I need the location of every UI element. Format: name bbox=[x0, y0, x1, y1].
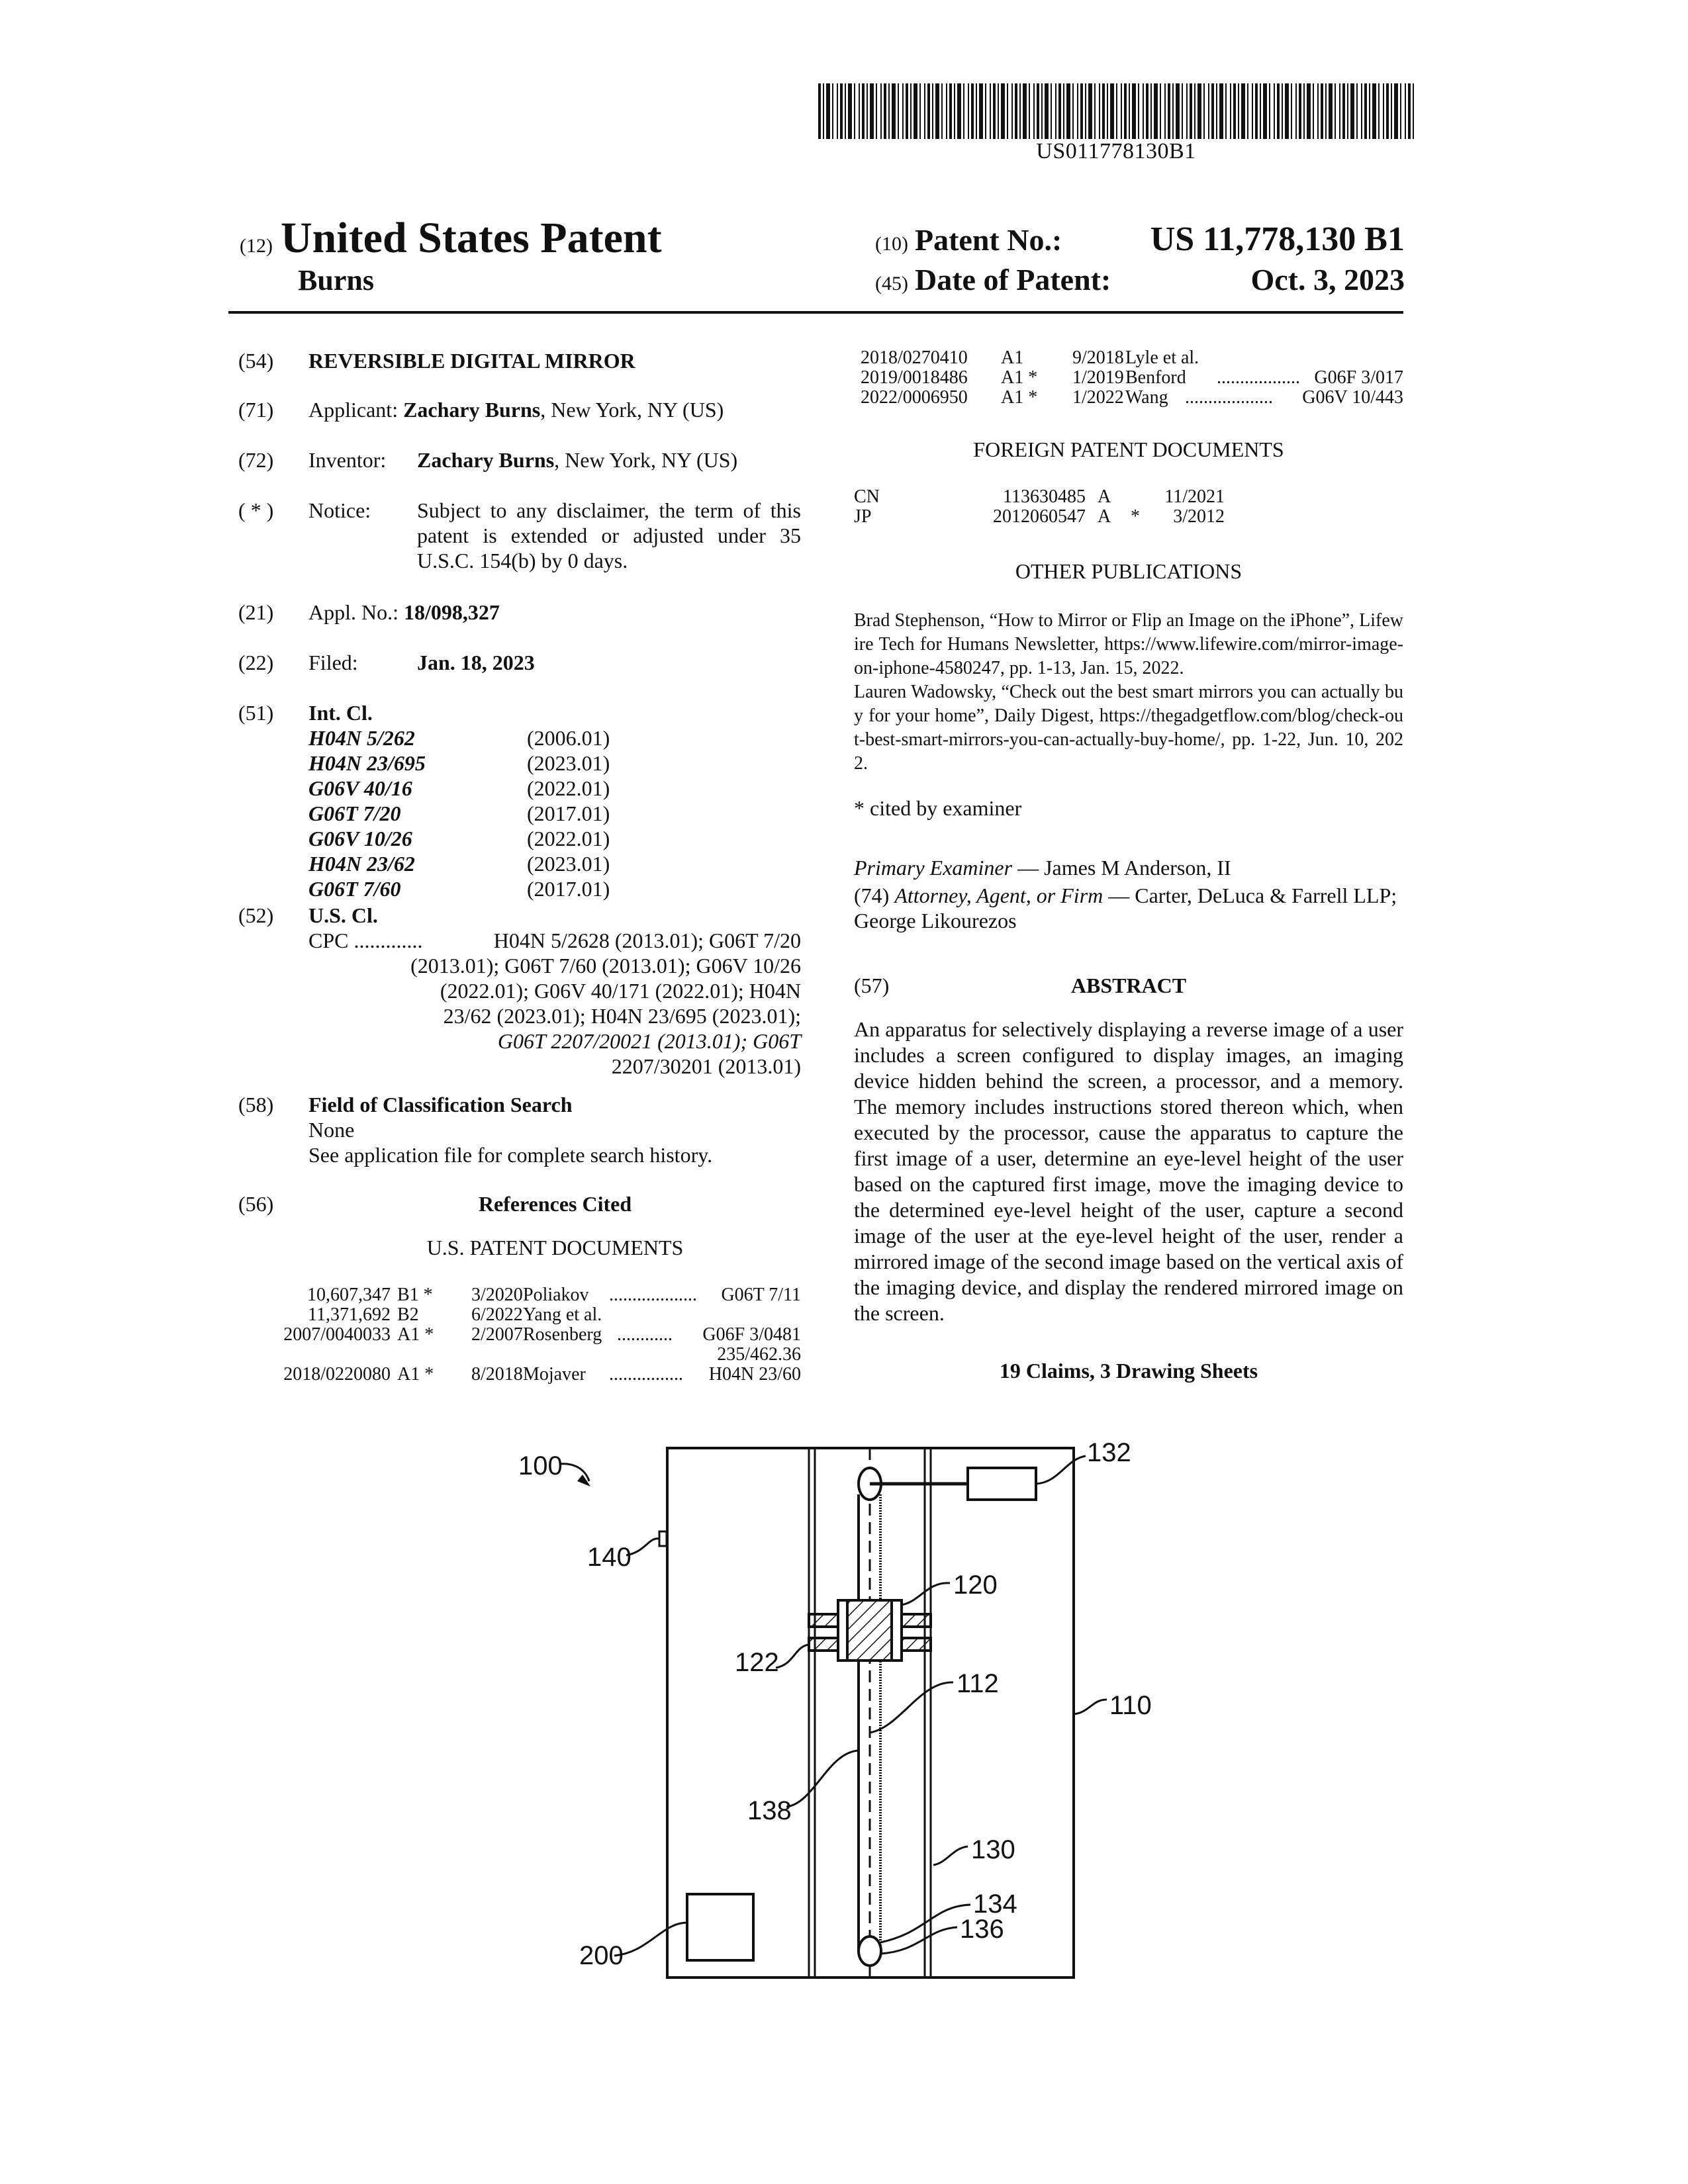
reference-row: 11,371,692 B2 6/2022 Yang et al. bbox=[308, 1304, 602, 1325]
code-58: (58) bbox=[238, 1093, 274, 1116]
code-22: (22) bbox=[238, 651, 274, 674]
abstract-text: An apparatus for selectively displaying a reverse image of a user includes a screen configured to display images, an imaging device hidden behind the screen, a processor, and a memory. The memory includes instructions stored thereon which, when executed by the processor, cause the apparatus to capture the first image of a user, determine an eye-level height of the user based on the captured first image, move the imaging device to the determined eye-level height of the user, capture a second image of the user at the eye-level height of the user, render a mirrored image of the second image based on the vertical axis of the imaging device, and display the rendered mirrored image on the screen. bbox=[854, 1017, 1403, 1325]
code-notice: ( * ) bbox=[238, 498, 274, 522]
notice-label: Notice: bbox=[308, 498, 371, 522]
label-134: 134 bbox=[973, 1889, 1017, 1919]
label-140: 140 bbox=[587, 1543, 632, 1572]
invention-title: REVERSIBLE DIGITAL MIRROR bbox=[308, 349, 635, 373]
reference-row: 2007/0040033 A1 * 2/2007 Rosenberg ............ G06F 3/0481 bbox=[283, 1324, 801, 1345]
foreign-row: JP 2012060547 A * 3/2012 bbox=[854, 506, 1225, 527]
cpc-line: 23/62 (2023.01); H04N 23/695 (2023.01); bbox=[443, 1004, 801, 1028]
us-cl-label: U.S. Cl. bbox=[308, 903, 378, 927]
cpc-line: (2013.01); G06T 7/60 (2013.01); G06V 10/26 bbox=[410, 954, 801, 978]
label-100: 100 bbox=[518, 1451, 563, 1480]
label-120: 120 bbox=[953, 1570, 998, 1600]
publication-entry: Brad Stephenson, “How to Mirror or Flip an Image on the iPhone”, Lifewire Tech for Humans Newsletter, https://www.lifewire.com/mirror-image-on-iphone-4580247, pp. 1-13, Jan. 15, 2022. bbox=[854, 610, 1403, 678]
int-cl-label: Int. Cl. bbox=[308, 701, 373, 725]
filed-date: Jan. 18, 2023 bbox=[417, 651, 535, 674]
other-publications-heading: OTHER PUBLICATIONS bbox=[1015, 559, 1243, 583]
int-cl-row: G06T 7/20 (2017.01) bbox=[308, 801, 610, 825]
int-cl-row: H04N 23/62 (2023.01) bbox=[308, 852, 610, 876]
date-label: Date of Patent: bbox=[914, 263, 1111, 296]
patent-date: Oct. 3, 2023 bbox=[1250, 263, 1405, 296]
label-130: 130 bbox=[971, 1835, 1015, 1864]
code-54: (54) bbox=[238, 349, 274, 373]
field-search-value: None bbox=[308, 1118, 355, 1142]
patent-no-label: Patent No.: bbox=[914, 223, 1062, 257]
int-cl-row: H04N 5/262 (2006.01) bbox=[308, 726, 610, 750]
label-122: 122 bbox=[735, 1648, 779, 1677]
filed-label: Filed: bbox=[308, 651, 358, 674]
inventor-line: Zachary Burns, New York, NY (US) bbox=[417, 448, 738, 472]
applicant-name: Zachary Burns bbox=[403, 398, 541, 422]
code-71: (71) bbox=[238, 398, 274, 422]
foreign-row: CN 113630485 A 11/2021 bbox=[854, 486, 1225, 507]
label-138: 138 bbox=[747, 1796, 792, 1825]
attorney: (74) Attorney, Agent, or Firm — Carter, DeLuca & Farrell LLP; George Likourezos bbox=[854, 884, 1397, 933]
code-21: (21) bbox=[238, 600, 274, 624]
code-51: (51) bbox=[238, 701, 274, 725]
code-10: (10) bbox=[875, 233, 908, 255]
foreign-docs-heading: FOREIGN PATENT DOCUMENTS bbox=[973, 437, 1284, 461]
code-72: (72) bbox=[238, 448, 274, 472]
abstract-heading: ABSTRACT bbox=[1070, 974, 1187, 997]
field-search-note: See application file for complete search history. bbox=[308, 1143, 713, 1167]
application-number: 18/098,327 bbox=[404, 600, 500, 624]
inventor-name: Zachary Burns bbox=[417, 448, 555, 472]
reference-row: 2018/0220080 A1 * 8/2018 Mojaver ................ H04N 23/60 bbox=[283, 1364, 801, 1385]
cpc-line: G06T 2207/20021 (2013.01); G06T bbox=[497, 1029, 801, 1053]
label-200: 200 bbox=[579, 1941, 624, 1970]
label-110: 110 bbox=[1109, 1691, 1152, 1720]
inventor-label: Inventor: bbox=[308, 448, 387, 472]
code-52: (52) bbox=[238, 903, 274, 927]
cpc-line: (2022.01); G06V 40/171 (2022.01); H04N bbox=[440, 979, 801, 1003]
code-57: (57) bbox=[854, 974, 890, 997]
code-45: (45) bbox=[875, 273, 908, 295]
applicant-line: Applicant: Zachary Burns, New York, NY (US) bbox=[308, 398, 724, 422]
label-112: 112 bbox=[957, 1669, 999, 1698]
reference-row: 10,607,347 B1 * 3/2020 Poliakov ................... G06T 7/11 bbox=[307, 1285, 801, 1305]
patent-number: US 11,778,130 B1 bbox=[1150, 220, 1405, 258]
reference-row: 2018/0270410 A1 9/2018 Lyle et al. bbox=[861, 347, 1199, 368]
reference-row-continuation: 235/462.36 bbox=[717, 1344, 801, 1365]
notice-text: Subject to any disclaimer, the term of this patent is extended or adjusted under 35 U.S.C. 154(b) by 0 days. bbox=[417, 498, 801, 572]
patent-type-title: United States Patent bbox=[280, 214, 662, 262]
reference-row: 2022/0006950 A1 * 1/2022 Wang ................... G06V 10/443 bbox=[861, 387, 1403, 408]
cpc-label: CPC ............. bbox=[308, 929, 423, 952]
code-12: (12) bbox=[240, 235, 273, 257]
reference-row: 2019/0018486 A1 * 1/2019 Benford .................. G06F 3/017 bbox=[861, 367, 1403, 388]
field-search-label: Field of Classification Search bbox=[308, 1093, 573, 1116]
label-136: 136 bbox=[960, 1915, 1004, 1944]
int-cl-row: G06T 7/60 (2017.01) bbox=[308, 877, 610, 901]
code-56: (56) bbox=[238, 1192, 274, 1216]
cited-by-examiner-note: * cited by examiner bbox=[854, 796, 1022, 820]
label-132: 132 bbox=[1087, 1438, 1131, 1467]
primary-examiner: Primary Examiner — James M Anderson, II bbox=[854, 856, 1231, 880]
int-cl-row: H04N 23/695 (2023.01) bbox=[308, 751, 610, 775]
publication-entry: Lauren Wadowsky, “Check out the best smart mirrors you can actually buy for your home”, Daily Digest, https://thegadgetflow.com/blog/check-out-best-smart-mirrors-you-can-actually-buy-home/, pp. 1-22, Jun. 10, 2022. bbox=[854, 682, 1403, 774]
int-cl-row: G06V 40/16 (2022.01) bbox=[308, 776, 610, 800]
references-heading: References Cited bbox=[478, 1192, 632, 1216]
us-patent-docs-heading: U.S. PATENT DOCUMENTS bbox=[426, 1236, 684, 1259]
cpc-line: 2207/30201 (2013.01) bbox=[611, 1054, 801, 1078]
barcode-number: US011778130B1 bbox=[1036, 139, 1196, 163]
cpc-line: H04N 5/2628 (2013.01); G06T 7/20 bbox=[493, 929, 801, 952]
inventor-surname: Burns bbox=[298, 264, 374, 296]
appl-no-line: Appl. No.: 18/098,327 bbox=[308, 600, 500, 624]
int-cl-row: G06V 10/26 (2022.01) bbox=[308, 827, 610, 850]
claims-summary: 19 Claims, 3 Drawing Sheets bbox=[999, 1359, 1258, 1383]
